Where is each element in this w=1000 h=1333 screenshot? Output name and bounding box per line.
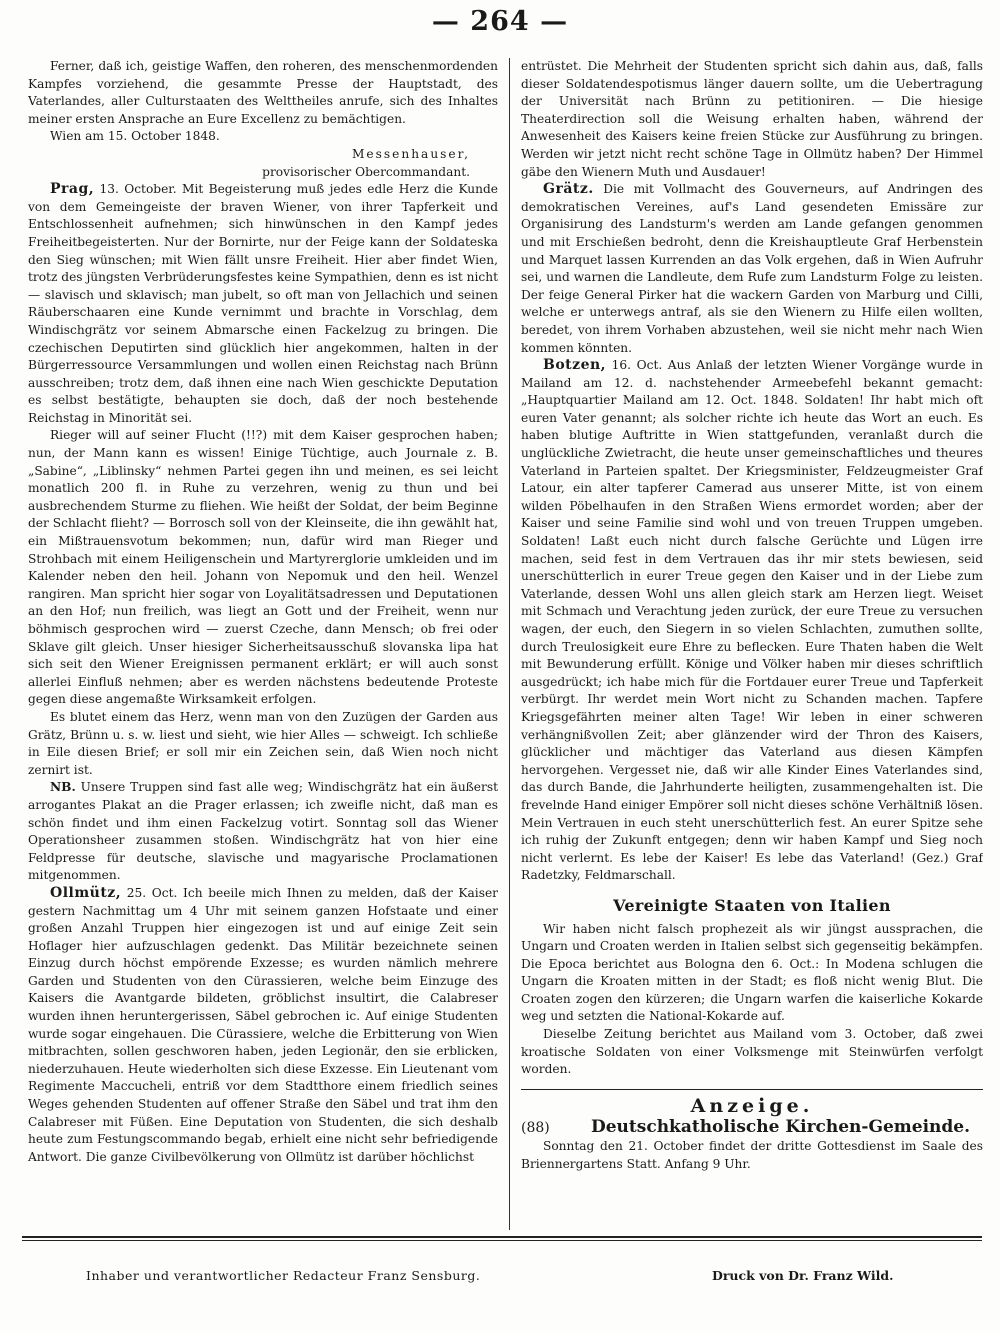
italy-paragraph-1: Wir haben nicht falsch prophezeit als wir jüngst aussprachen, die Ungarn und Croaten werden in Italien selbst sich gegenseitig bekämpfen. Die Epoca berichtet aus Bologna den 6. Oct.: In Modena schlugen die Ungarn die Kroaten mitten in der Stadt; es floß nicht wenig Blut. Die Croaten zogen den kürzeren; die Ungarn warfen die kaiserliche Kokarde weg und setzten die National-Kokarde auf. — [521, 921, 983, 1024]
rieger-paragraph: Rieger will auf seiner Flucht (!!?) mit dem Kaiser gesprochen haben; nun, der Mann kann es wissen! Einige Tüchtige, auch Journale z. B. „Sabine“, „Liblinsky“ nehmen Partei gegen ihn und meinen, es sei leicht monatlich 200 fl. in Ruhe zu verzehren, wenig zu thun und bei ausbrechendem Sturme zu fliehen. Wie heißt der Soldat, der beim Beginne der Schlacht flieht? — Borrosch soll von der Kleinseite, die ihn gewählt hat, ein Mißtrauensvotum bekommen; nun, dafür wird man Rieger und Strohbach mit einem Heiligenschein und Martyrerglorie umkleiden und im Kalender neben den heil. Johann von Nepomuk und den heil. Wenzel rangiren. Man spricht hier sogar von Loyalitätsadressen und Deputationen an den Hof; nun freilich, was liegt an Gott und der Freiheit, wenn nur böhmisch gesprochen wird — zuerst Czeche, dann Mensch; ob frei oder Sklave gilt gleich. Unser hiesiger Sicherheitsausschuß slovanska lipa hat sich seit den Wiener Ereignissen permanent erklärt; er will auch sonst allerlei Einfluß nehmen; aber es werden nächstens bedeutende Proteste gegen diese angemaßte Wirksamkeit erfolgen. — [28, 428, 498, 707]
footer-rule-thin — [22, 1240, 982, 1241]
continued-paragraph: entrüstet. Die Mehrheit der Studenten spricht sich dahin aus, daß, falls dieser Soldatendespotismus länger dauern sollte, um die Uebertragung der Universität nach Brünn zu petitioniren. — Die hiesige Theaterdirection soll die Weisung erhalten haben, während der Anwesenheit des Kaisers keine freien Stücke zur Ausführung zu bringen. Werden wir jetzt nicht recht schöne Tage in Ollmütz haben? Der Himmel gäbe den Wienern Muth und Ausdauer! — [521, 59, 983, 179]
left-column — [28, 58, 498, 1238]
column-divider — [509, 58, 510, 1230]
signature-title: provisorischer Obercommandant. — [262, 164, 470, 179]
place-heading-olmuetz: Ollmütz, — [50, 884, 122, 901]
nb-text: Unsere Truppen sind fast alle weg; Windischgrätz hat ein äußerst arrogantes Plakat an die Prager erlassen; ich zweifle nicht, daß man es schön findet und ihm einen Fackelzug votirt. Sonntag soll das Wiener Operationsheer zusammen stoßen. Windischgrätz hat von hier eine Feldpresse für deutsche, slavische und magyarische Proclamationen mitgenommen. — [28, 780, 498, 883]
advertisement-title-line — [521, 1119, 983, 1138]
graetz-report — [521, 181, 983, 357]
place-heading-botzen: Botzen, — [543, 357, 607, 374]
olmuetz-report — [28, 885, 498, 1167]
prag-report — [28, 181, 498, 427]
place-heading-prag: Prag, — [50, 181, 95, 198]
place-heading-graetz: Grätz. — [543, 181, 594, 198]
botzen-report-text: 16. Oct. Aus Anlaß der letzten Wiener Vorgänge wurde in Mailand am 12. d. nachstehender Armeebefehl bekannt gemacht: „Hauptquartier Mailand am 12. Oct. 1848. Soldaten! Ihr habt mich oft euren Vater genannt; als solcher richte ich heute das Wort an euch. Es haben blutige Auftritte in Wien stattgefunden, veranlaßt durch die unglückliche Zwietracht, die heute unser gemeinschaftliches und theures Vaterland in Parteien spaltet. Der Kriegsminister, Feldzeugmeister Graf Latour, ein alter tapferer Camerad aus unserer Mitte, ist von einem wilden Pöbelhaufen in den Straßen Wiens ermordet worden; aber der Kaiser und seine Familie sind wohl und von treuen Truppen umgeben. Soldaten! Laßt euch nicht durch falsche Gerüchte und Lügen irre machen, seid fest in dem Vertrauen das ihr mir stets bewiesen, seid unerschütterlich in eurer Treue gegen den Kaiser und in der Liebe zum Vaterlande, dessen Wohl uns allen gleich stark am Herzen liegt. Weiset mit Schmach und Verachtung jeden zurück, der eure Treue zu versuchen wagen, der euch, den Siegern in so vielen Schlachten, zumuthen sollte, durch Treulosigkeit eure Ehre zu beflecken. Eure Thaten haben die Welt mit Bewunderung erfüllt. Könige und Völker haben mir dieses schriftlich ausgedrückt; ich habe mich für die Fortdauer eurer Treue und Tapferkeit verbürgt. Ihr werdet mein Wort nicht zu Schanden machen. Tapfere Kriegsgefährten meiner alten Tage! Wir leben in einer schweren verhängnißvollen Zeit; aber glänzender wird der Thron des Kaisers, glücklicher und mächtiger das Vaterland aus diesen Kämpfen hervorgehen. Vergesset nie, daß wir alle Kinder Eines Vaterlandes sind, das durch Bande, die Jahrhunderte heiligten, zusammengehalten ist. Die frevelnde Hand einiger Empörer soll nicht dieses schöne Verhältniß lösen. Mein Vertrauen in euch steht unerschütterlich fest. An eurer Spitze sehe ich ruhig der Zukunft entgegen; denn wir haben Kampf und Sieg noch nicht verlernt. Es lebe der Kaiser! Es lebe das Vaterland! (Gez.) Graf Radetzky, Feldmarschall. — [521, 358, 983, 883]
footer-rule — [22, 1236, 982, 1238]
botzen-report — [521, 357, 983, 885]
section-rule — [521, 1089, 983, 1090]
advertisement-heading: Anzeige. — [690, 1094, 814, 1117]
advertisement-text: Sonntag den 21. October findet der dritte Gottesdienst im Saale des Briennergartens Statt. Anfang 9 Uhr. — [521, 1139, 983, 1171]
italy-paragraph-2: Dieselbe Zeitung berichtet aus Mailand vom 3. October, daß zwei kroatische Soldaten von einer Volksmenge mit Steinwürfen verfolgt worden. — [521, 1027, 983, 1077]
signature-name — [28, 146, 498, 164]
footer-editor: Inhaber und verantwortlicher Redacteur Franz Sensburg. — [86, 1268, 481, 1283]
right-column — [521, 58, 983, 1238]
page-number: — 264 — — [431, 6, 569, 37]
signature-name-text: Messenhauser, — [351, 146, 470, 161]
article-paragraph: Ferner, daß ich, geistige Waffen, den roheren, des menschenmordenden Kampfes vorziehend, die gesammte Presse der Hauptstadt, des Vaterlandes, aller Culturstaaten des Welttheiles anrufe, sich des Inhaltes meiner ersten Ansprache an Eure Excellenz zu bemächtigen. — [28, 59, 498, 126]
advertisement-number: (88) — [521, 1120, 550, 1137]
section-title-italy: Vereinigte Staaten von Italien — [613, 895, 891, 915]
herz-paragraph: Es blutet einem das Herz, wenn man von den Zuzügen der Garden aus Grätz, Brünn u. s. w. liest und sieht, wie hier Alles — schweigt. Ich schließe in Eile diesen Brief; er soll mir ein Zeichen sein, daß Wien noch nicht zernirt ist. — [28, 709, 498, 777]
nb-paragraph — [28, 779, 498, 885]
advertisement-title: Deutschkatholische Kirchen-Gemeinde. — [591, 1117, 971, 1138]
prag-report-text: 13. October. Mit Begeisterung muß jedes edle Herz die Kunde von dem Gemeingeiste der braven Wiener, von ihrer Tapferkeit und Entschlossenheit aufnehmen; sich hinwünschen in den Kampf jedes Freiheitbegeisterten. Nur der Bornirte, nur der Feige kann der Soldateska den Sieg wünschen; mit Wien fällt unsre Freiheit. Hier aber findet Wien, trotz des jüngsten Verbrüderungsfestes keine Sympathien, denn es ist nicht — slavisch und sklavisch; man jubelt, so oft man von Jellachich und seinen Räuberschaaren eine Kunde vernimmt und brachte in Vorschlag, dem Windischgrätz vor seinem Abmarsche einen Fackelzug zu bringen. Die czechischen Deputirten sind glücklich hier angekommen, halten in der Bürgerressource Versammlungen und wollen einen Reichstag nach Brünn ausschreiben; trotz dem, daß ihnen eine nach Wien geschickte Deputation es selbst bestätigte, behaupten sie doch, daß der noch bestehende Reichstag in Minorität sei. — [28, 182, 498, 425]
footer-printer: Druck von Dr. Franz Wild. — [712, 1268, 894, 1283]
dateline: Wien am 15. October 1848. — [50, 129, 220, 144]
olmuetz-report-text: 25. Oct. Ich beeile mich Ihnen zu melden, daß der Kaiser gestern Nachmittag um 4 Uhr mit seinem ganzen Hofstaate und einer großen Anzahl Truppen hier eingezogen ist und auf einige Zeit sein Hoflager hier aufzuschlagen gedenkt. Das Militär bezeichnete seinen Einzug durch höchst empörende Exzesse; es wurden nämlich mehrere Garden und Studenten von den Cürassieren, welche beim Einzuge des Kaisers die Avantgarde bildeten, gröblichst insultirt, die Calabreser wurden ihnen heruntergerissen, Säbel gebrochen ic. Auf einige Studenten wurde sogar eingehauen. Die Cürassiere, welche die Erbitterung von Wien mitbrachten, sollen geschworen haben, jeden Legionär, den sie erblicken, niederzuhauen. Heute wiederholten sich diese Exzesse. Ein Lieutenant vom Regimente Maccucheli, entriß vor dem Stadtthore einem friedlich seines Weges gehenden Studenten auf offener Straße den Säbel und trat ihm den Calabreser mit Füßen. Eine Deputation von Studenten, die sich deshalb heute zum Festungscommando begab, erhielt eine nicht sehr befriedigende Antwort. Die ganze Civilbevölkerung von Ollmütz ist darüber höchlichst — [28, 885, 498, 1164]
graetz-report-text: Die mit Vollmacht des Gouverneurs, auf Andringen des demokratischen Vereines, auf's Land gesendeten Emissäre zur Organisirung des Landsturm's werden am Lande gefangen genommen und mit Erschießen bedroht, denn die Kreishauptleute Graf Herbenstein und Marquet lassen Kurrenden an das Volk ergehen, daß in Wien Aufruhr sei, und warnen die Landleute, dem Rufe zum Landsturm Folge zu leisten. Der feige General Pirker hat die wackern Garden von Marburg und Cilli, welche er unterwegs antraf, als sie den Wienern zu Hilfe eilen wollten, beredet, von ihrem Vorhaben abzustehen, weil sie nicht mehr nach Wien kommen könnten. — [521, 182, 983, 355]
nb-label: NB. — [50, 780, 76, 795]
